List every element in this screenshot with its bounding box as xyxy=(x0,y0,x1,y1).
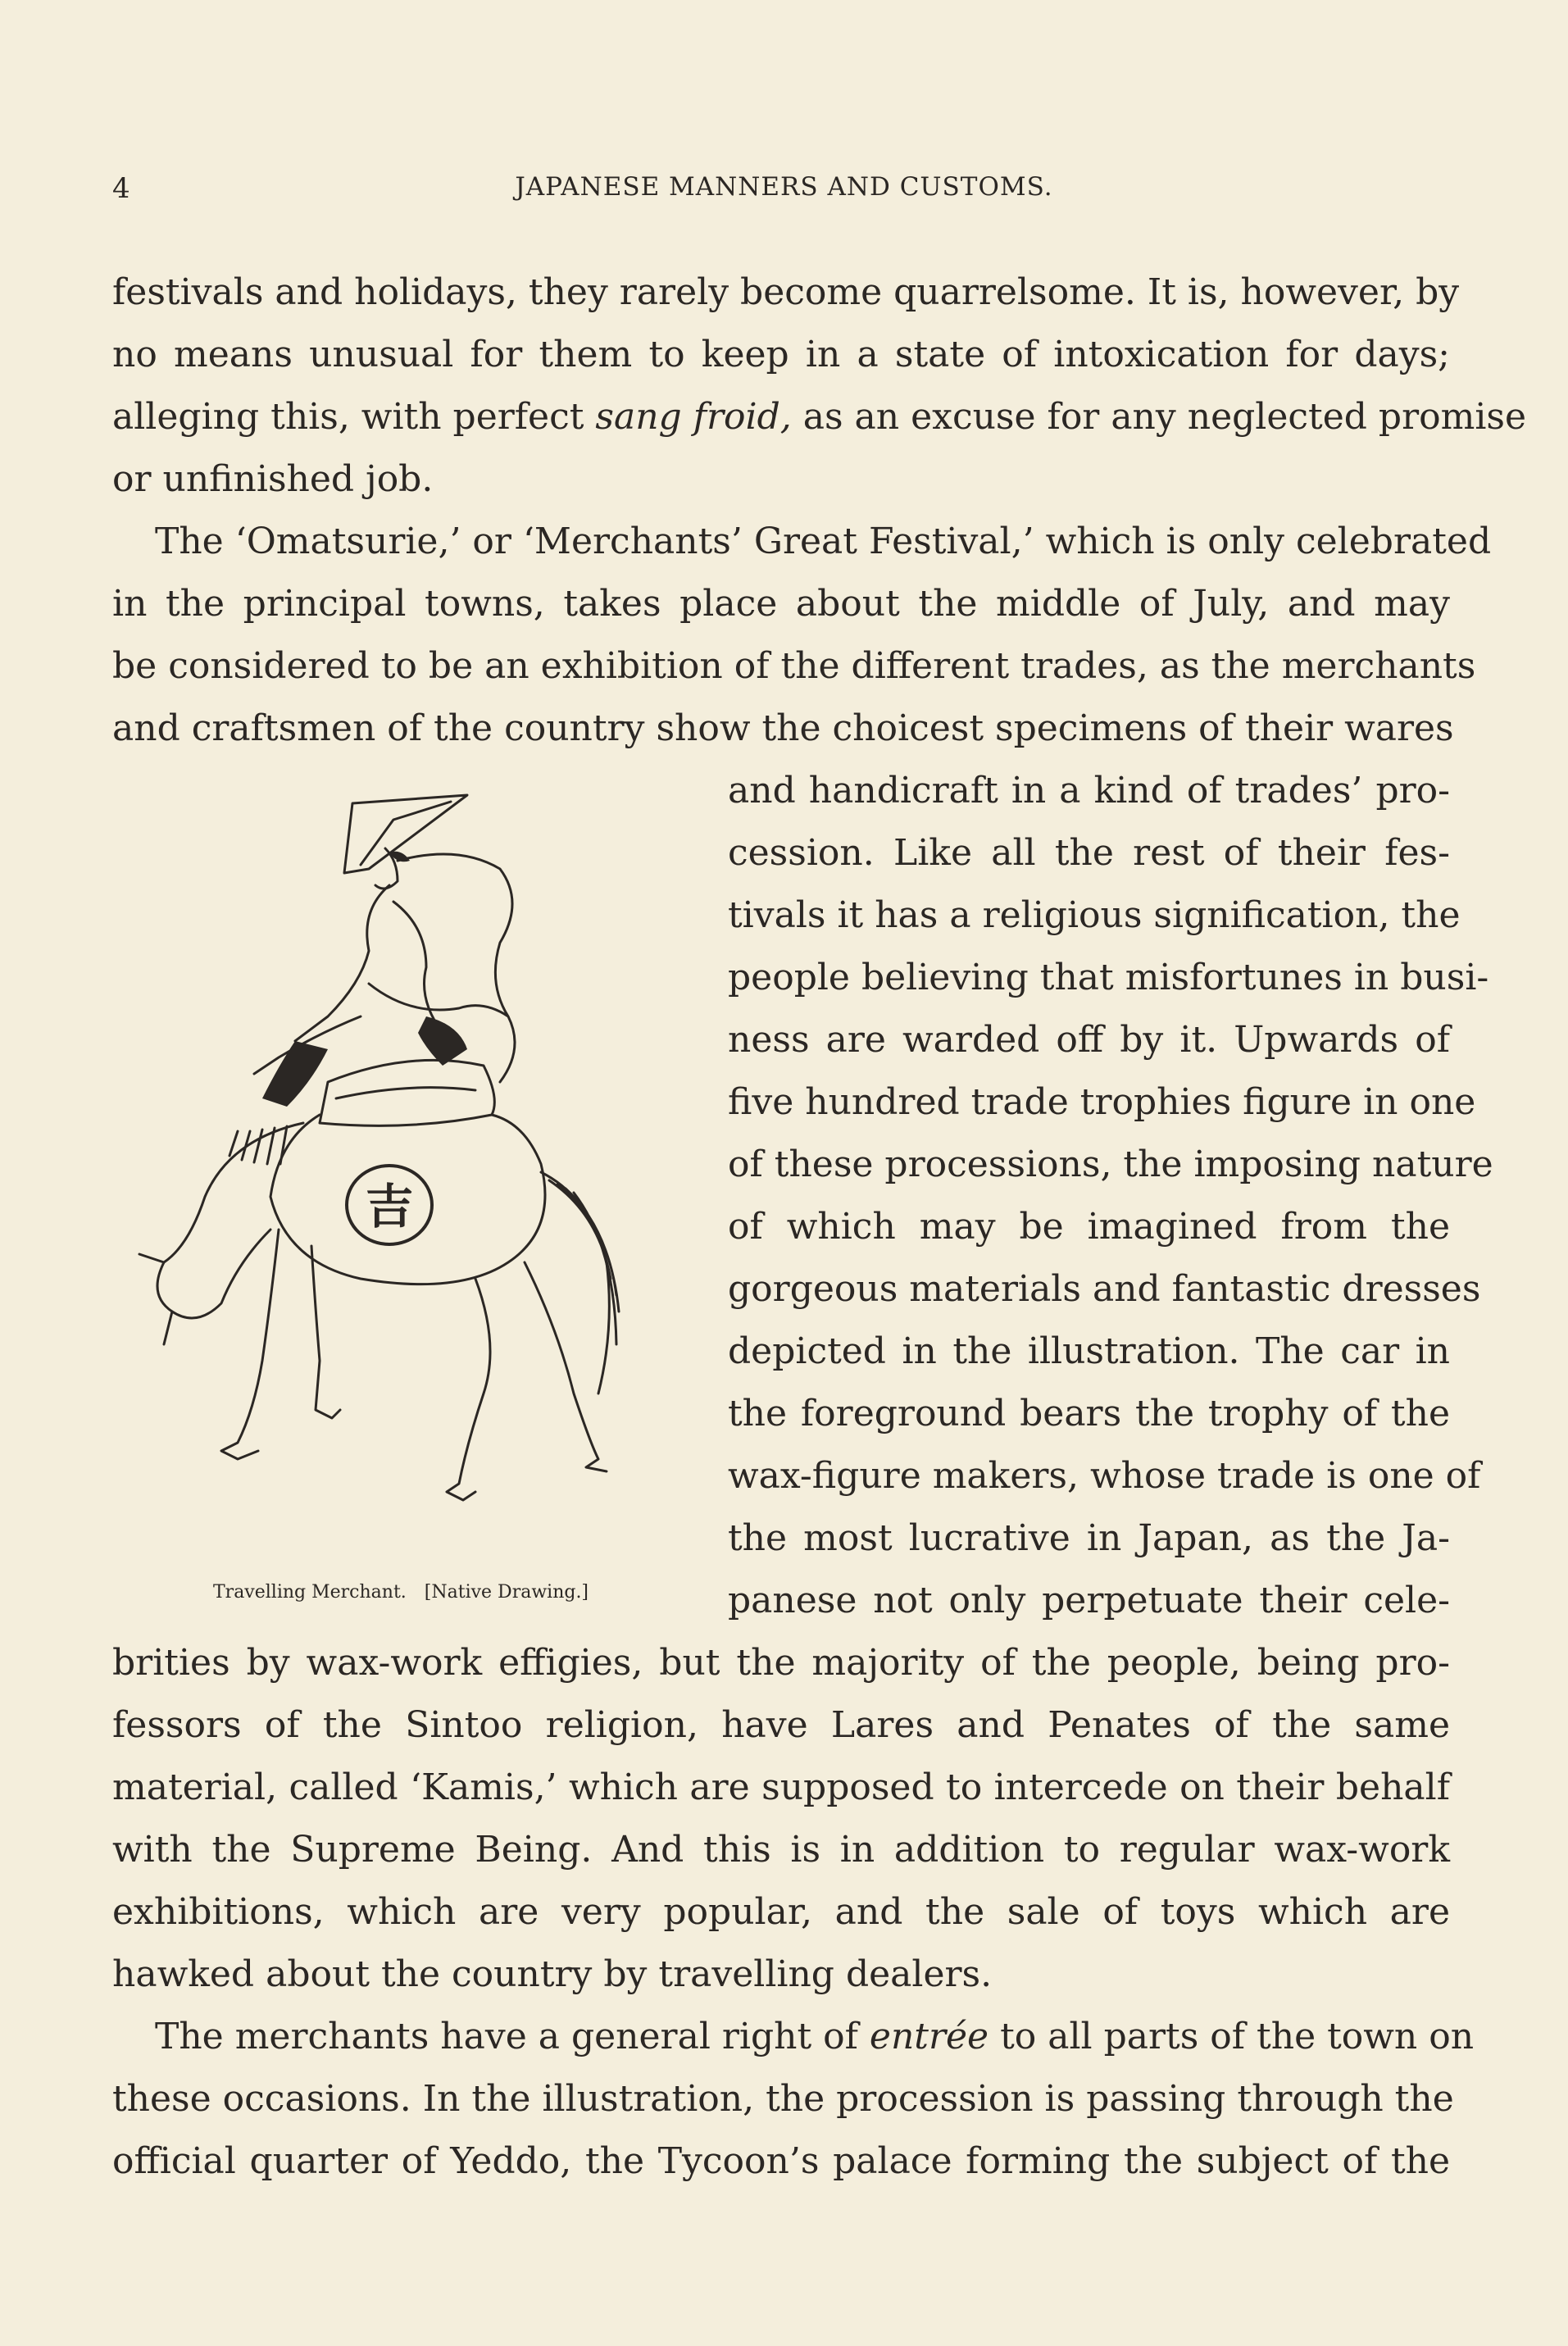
text-line: the most lucrative in Japan, as the Ja- xyxy=(728,1517,1450,1559)
text-line: cession. Like all the rest of their fes- xyxy=(728,832,1450,874)
text-line: official quarter of Yeddo, the Tycoon’s palace forming the subject of the xyxy=(112,2140,1450,2182)
text-line: gorgeous materials and fantastic dresses xyxy=(728,1268,1481,1310)
text-line: five hundred trade trophies figure in one xyxy=(728,1081,1476,1123)
text-span: alleging this, with perfect xyxy=(112,396,596,438)
text-line: fessors of the Sintoo religion, have Lares and Penates of the same xyxy=(112,1704,1450,1746)
running-title: JAPANESE MANNERS AND CUSTOMS. xyxy=(515,172,1053,202)
text-span: as an excuse for any neglected promise xyxy=(791,396,1527,438)
text-span: to all parts of the town on xyxy=(989,2016,1475,2057)
text-line: exhibitions, which are very popular, and the sale of toys which are xyxy=(112,1891,1450,1933)
text-line: material, called ‘Kamis,’ which are supposed to intercede on their behalf xyxy=(112,1766,1450,1808)
text-line: panese not only perpetuate their cele- xyxy=(728,1580,1450,1621)
travelling-merchant-illustration xyxy=(115,771,705,1557)
italic-word: entrée xyxy=(869,2016,989,2057)
text-span: The merchants have a general right of xyxy=(155,2016,870,2057)
text-line: hawked about the country by travelling dealers. xyxy=(112,1953,993,1995)
text-line: tivals it has a religious signification, the xyxy=(728,894,1461,936)
caption-title: Travelling Merchant. xyxy=(213,1582,407,1603)
text-line: The ‘Omatsurie,’ or ‘Merchants’ Great Festival,’ which is only celebrated xyxy=(155,521,1492,562)
text-line xyxy=(112,2012,1475,2062)
text-line: of these processions, the imposing nature xyxy=(728,1143,1493,1185)
figure-caption xyxy=(213,1582,607,1603)
text-line: brities by wax-work effigies, but the majority of the people, being pro- xyxy=(112,1642,1450,1684)
text-line: of which may be imagined from the xyxy=(728,1206,1450,1248)
caption-credit: [Native Drawing.] xyxy=(424,1582,589,1603)
emblem-glyph: 吉 xyxy=(365,1179,414,1234)
text-line: be considered to be an exhibition of the different trades, as the merchants xyxy=(112,645,1476,687)
text-line: depicted in the illustration. The car in xyxy=(728,1330,1450,1372)
text-line: and handicraft in a kind of trades’ pro- xyxy=(728,770,1450,812)
text-line: with the Supreme Being. And this is in addition to regular wax-work xyxy=(112,1829,1450,1871)
text-line: these occasions. In the illustration, the procession is passing through the xyxy=(112,2078,1454,2120)
text-line: and craftsmen of the country show the choicest specimens of their wares xyxy=(112,707,1454,749)
text-line: or unfinished job. xyxy=(112,458,434,500)
text-line: no means unusual for them to keep in a state of intoxication for days; xyxy=(112,334,1450,375)
text-line: wax-figure makers, whose trade is one of xyxy=(728,1455,1481,1497)
text-line: festivals and holidays, they rarely become quarrelsome. It is, however, by xyxy=(112,271,1460,313)
text-line: people believing that misfortunes in busi- xyxy=(728,957,1489,998)
page-number: 4 xyxy=(112,172,130,205)
text-line xyxy=(112,393,1527,442)
text-line: the foreground bears the trophy of the xyxy=(728,1393,1450,1434)
italic-phrase: sang froid, xyxy=(595,396,792,438)
text-line: ness are warded off by it. Upwards of xyxy=(728,1019,1450,1061)
running-header xyxy=(0,172,1568,215)
text-line: in the principal towns, takes place about the middle of July, and may xyxy=(112,583,1450,625)
